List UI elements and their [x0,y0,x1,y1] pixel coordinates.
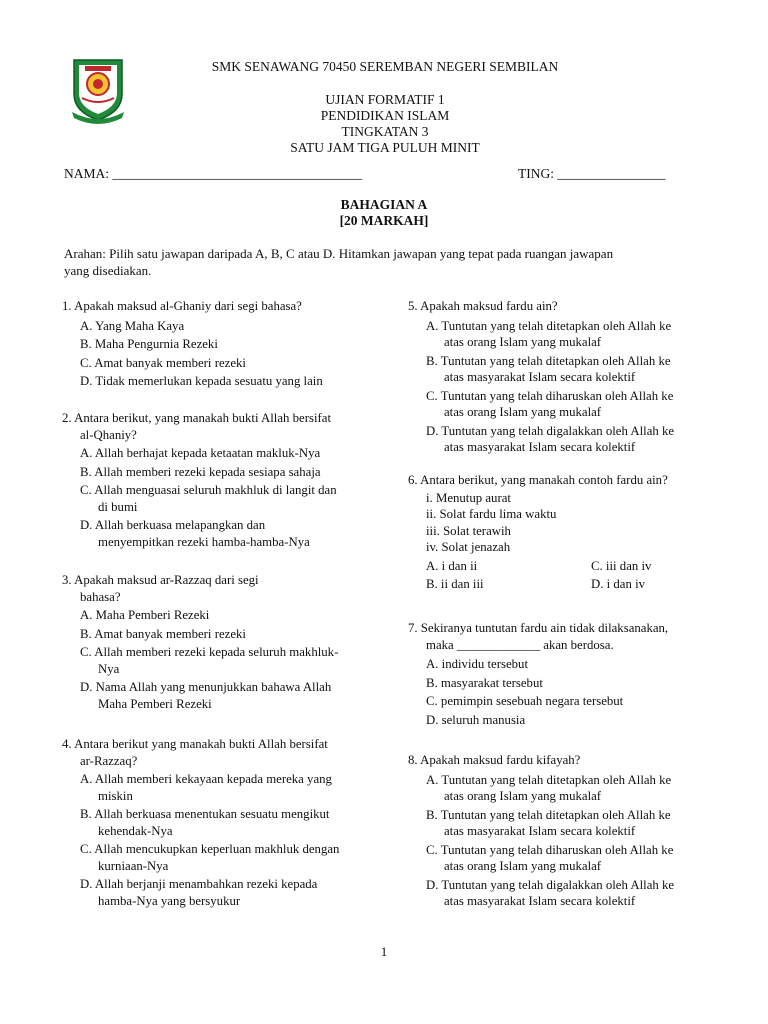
question-8-stem: 8. Apakah maksud fardu kifayah? [408,753,581,767]
duration-title: SATU JAM TIGA PULUH MINIT [290,140,480,155]
question-5-stem: 5. Apakah maksud fardu ain? [408,299,558,313]
question-3-stem-cont: bahasa? [80,589,121,604]
q4-option-c-line1: C. Allah mencukupkan keperluan makhluk dengan [80,842,340,856]
q6-item-iv: iv. Solat jenazah [426,540,511,554]
q3-option-c-line1: C. Allah memberi rezeki kepada seluruh makhluk- [80,645,339,659]
q8-option-d-line2: atas masyarakat Islam secara kolektif [444,894,636,908]
q6-item-iii: iii. Solat terawih [426,523,511,538]
q5-option-a-line2: atas orang Islam yang mukalaf [444,335,602,349]
q6-option-d[interactable]: D. i dan iv [591,577,646,591]
question-6 [408,472,668,593]
q3-option-a[interactable]: A. Maha Pemberi Rezeki [80,608,210,622]
section-title: BAHAGIAN A [340,197,428,212]
q5-option-d[interactable] [426,423,674,456]
subject-title: PENDIDIKAN ISLAM [320,108,450,123]
q2-option-c-line1: C. Allah menguasai seluruh makhluk di langit dan [80,483,337,497]
q8-option-a[interactable] [426,772,674,805]
q1-option-c[interactable]: C. Amat banyak memberi rezeki [80,355,246,370]
class-field[interactable]: TING: ________________ [518,166,666,181]
q4-option-a[interactable] [80,771,339,804]
q1-option-b[interactable]: B. Maha Pengurnia Rezeki [80,337,218,351]
q5-option-c[interactable] [426,388,674,421]
q8-option-c[interactable] [426,842,674,875]
q5-option-d-line1: D. Tuntutan yang telah digalakkan oleh Allah ke [426,423,675,438]
q3-option-d[interactable] [80,679,338,712]
q4-option-b-line1: B. Allah berkuasa menentukan sesuatu mengikut [80,807,330,821]
question-1-stem: 1. Apakah maksud al-Ghaniy dari segi bahasa? [62,299,302,313]
q8-option-b-line2: atas masyarakat Islam secara kolektif [444,824,636,838]
q4-option-b[interactable] [80,806,339,839]
section-marks: [20 MARKAH] [339,213,429,228]
question-6-stem: 6. Antara berikut, yang manakah contoh fardu ain? [408,473,668,487]
q5-option-b-line2: atas masyarakat Islam secara kolektif [444,370,636,384]
q4-option-d[interactable] [80,876,339,909]
school-logo [68,54,128,124]
q8-option-a-line2: atas orang Islam yang mukalaf [444,789,602,803]
q4-option-d-line2: hamba-Nya yang bersyukur [98,893,241,908]
question-7-stem: 7. Sekiranya tuntutan fardu ain tidak dilaksanakan, [408,621,669,635]
question-7 [408,620,668,728]
instruction [64,246,704,279]
question-1 [62,298,323,390]
q2-option-c[interactable] [80,482,337,515]
q8-option-a-line1: A. Tuntutan yang telah ditetapkan oleh Allah ke [426,772,672,787]
q3-option-d-line1: D. Nama Allah yang menunjukkan bahawa Allah [80,680,332,694]
q5-option-c-line2: atas orang Islam yang mukalaf [444,405,602,419]
school-name: SMK SENAWANG 70450 SEREMBAN NEGERI SEMBILAN [211,59,559,74]
q3-option-d-line2: Maha Pemberi Rezeki [98,696,212,711]
q3-option-c[interactable] [80,644,338,677]
question-5 [408,298,674,456]
q6-item-i: i. Menutup aurat [426,490,511,505]
q7-option-a[interactable]: A. individu tersebut [426,657,529,671]
q6-option-c[interactable]: C. iii dan iv [591,558,652,573]
q6-item-ii: ii. Solat fardu lima waktu [426,507,557,521]
question-8 [408,752,674,910]
q4-option-c-line2: kurniaan-Nya [98,858,169,873]
q6-option-b[interactable]: B. ii dan iii [426,577,484,591]
q4-option-b-line2: kehendak-Nya [98,823,173,838]
q3-option-c-line2: Nya [98,661,120,676]
question-2-stem: 2. Antara berikut, yang manakah bukti Allah bersifat [62,411,332,425]
instruction-line-1: Arahan: Pilih satu jawapan daripada A, B, C atau D. Hitamkan jawapan yang tepat pada ruangan jawapan [64,246,614,261]
q2-option-d-line2: menyempitkan rezeki hamba-hamba-Nya [98,534,310,549]
question-7-stem-cont: maka _____________ akan berdosa. [426,637,614,652]
q2-option-c-line2: di bumi [98,499,138,514]
question-4-stem: 4. Antara berikut yang manakah bukti Allah bersifat [62,737,328,751]
q5-option-b[interactable] [426,353,674,386]
q4-option-d-line1: D. Allah berjanji menambahkan rezeki kepada [80,877,318,891]
q2-option-a[interactable]: A. Allah berhajat kepada ketaatan makluk-Nya [80,446,321,460]
question-2 [62,410,337,550]
q4-option-c[interactable] [80,841,339,874]
q2-option-d[interactable] [80,517,337,550]
q5-option-a-line1: A. Tuntutan yang telah ditetapkan oleh Allah ke [426,318,672,333]
q5-option-c-line1: C. Tuntutan yang telah diharuskan oleh Allah ke [426,388,674,403]
exam-title: UJIAN FORMATIF 1 [325,92,445,107]
q7-option-d[interactable]: D. seluruh manusia [426,712,526,727]
q7-option-b[interactable]: B. masyarakat tersebut [426,675,543,690]
q6-option-a[interactable]: A. i dan ii [426,558,478,573]
q5-option-d-line2: atas masyarakat Islam secara kolektif [444,440,636,454]
level-title: TINGKATAN 3 [341,124,429,139]
q1-option-d[interactable]: D. Tidak memerlukan kepada sesuatu yang lain [80,374,323,388]
q8-option-d[interactable] [426,877,674,910]
question-2-stem-cont: al-Qhaniy? [80,427,137,442]
q7-option-c[interactable]: C. pemimpin sesebuah negara tersebut [426,694,624,708]
q2-option-b[interactable]: B. Allah memberi rezeki kepada sesiapa sahaja [80,464,321,479]
q5-option-a[interactable] [426,318,674,351]
q2-option-d-line1: D. Allah berkuasa melapangkan dan [80,518,266,532]
q5-option-b-line1: B. Tuntutan yang telah ditetapkan oleh Allah ke [426,353,671,368]
question-3 [62,572,338,712]
page-number: 1 [380,944,388,959]
q1-option-a[interactable]: A. Yang Maha Kaya [80,318,185,333]
question-3-stem: 3. Apakah maksud ar-Razzaq dari segi [62,573,259,587]
q3-option-b[interactable]: B. Amat banyak memberi rezeki [80,626,246,641]
q4-option-a-line2: miskin [98,788,133,803]
q4-option-a-line1: A. Allah memberi kekayaan kepada mereka yang [80,772,332,786]
question-4 [62,736,339,909]
q8-option-d-line1: D. Tuntutan yang telah digalakkan oleh Allah ke [426,877,675,892]
q8-option-c-line1: C. Tuntutan yang telah diharuskan oleh Allah ke [426,842,674,857]
question-4-stem-cont: ar-Razzaq? [80,753,138,768]
q8-option-b[interactable] [426,807,674,840]
q8-option-b-line1: B. Tuntutan yang telah ditetapkan oleh Allah ke [426,807,671,822]
q8-option-c-line2: atas orang Islam yang mukalaf [444,859,602,873]
name-field[interactable]: NAMA: _____________________________________ [64,166,363,181]
instruction-line-2: yang disediakan. [64,262,152,278]
